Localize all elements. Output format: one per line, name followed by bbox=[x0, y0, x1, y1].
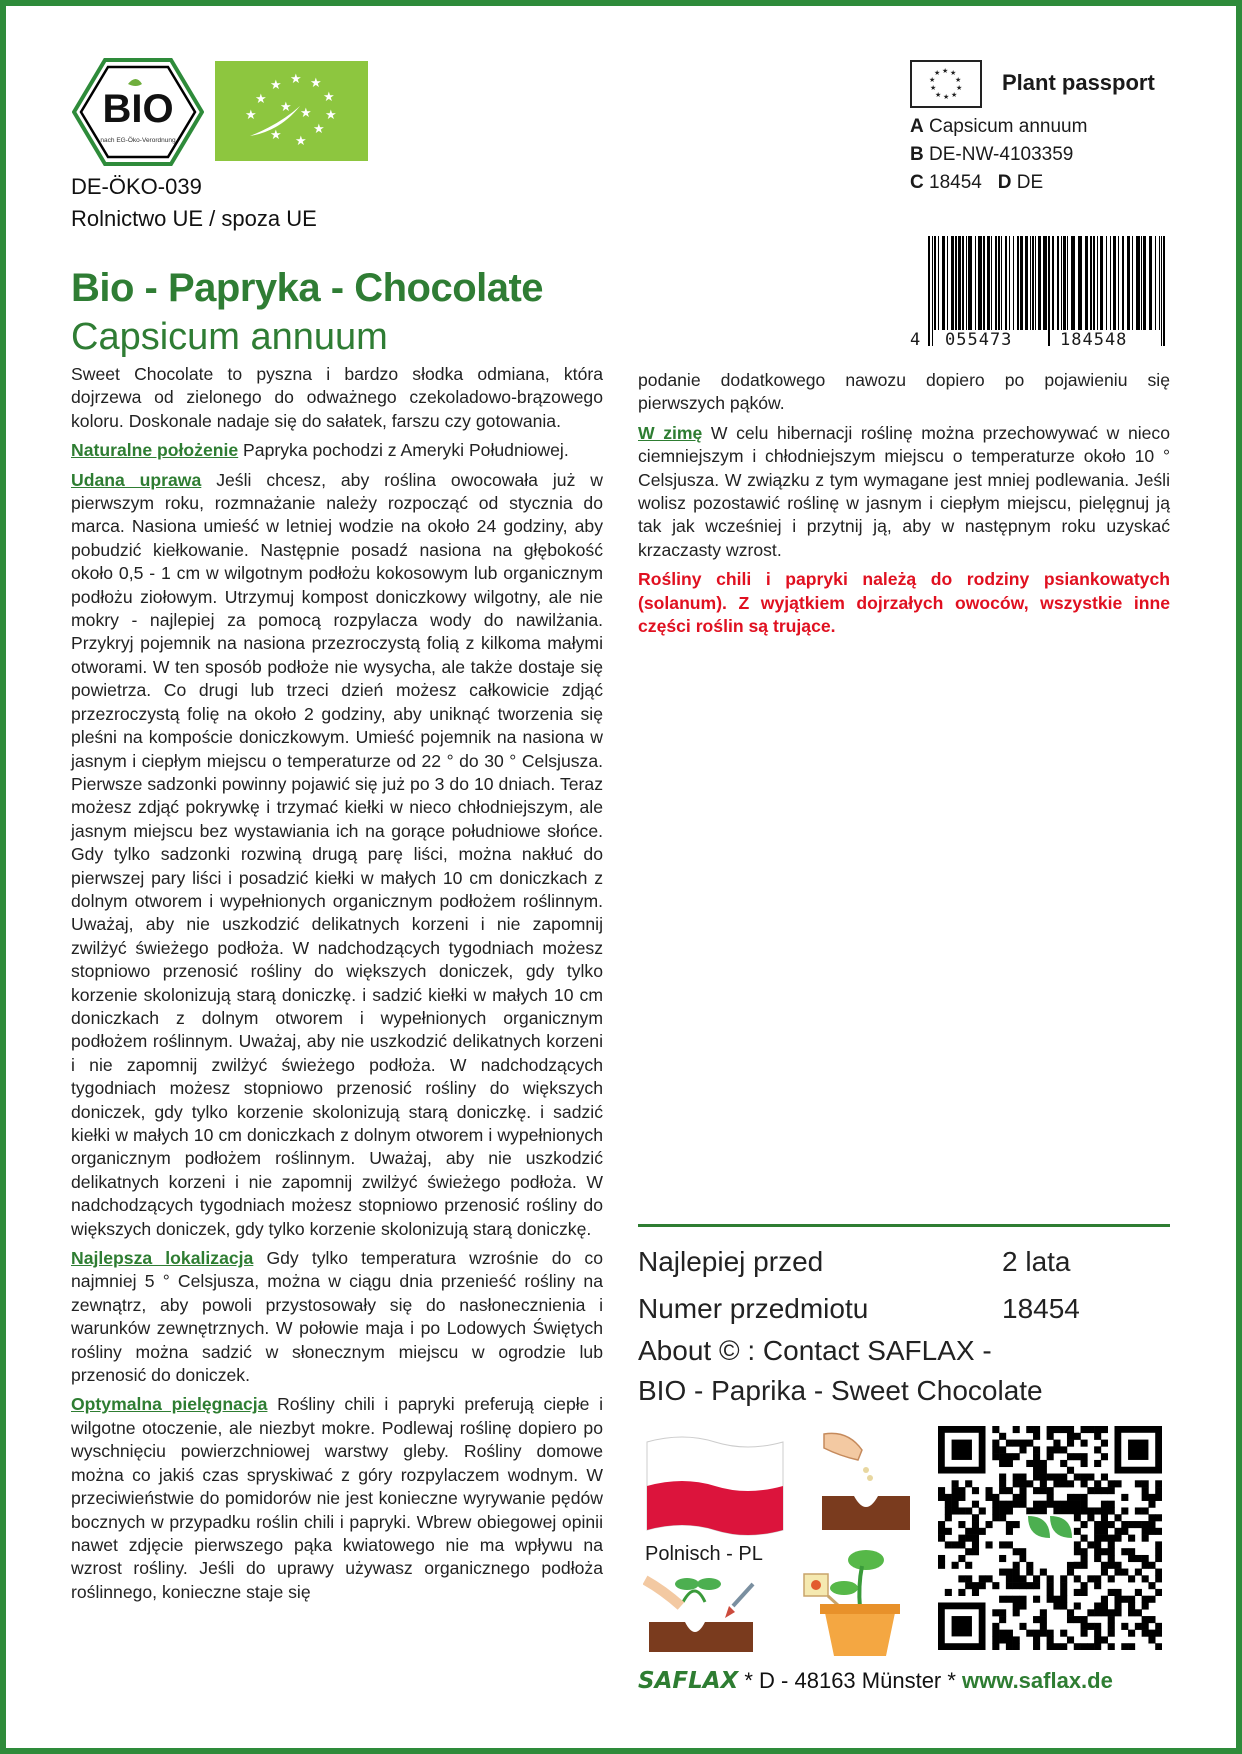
location-label: Najlepsza lokalizacja bbox=[71, 1248, 254, 1269]
svg-text:★: ★ bbox=[956, 85, 963, 92]
intro-paragraph: Sweet Chocolate to pyszna i bardzo słodka odmiana, która dojrzewa od zielonego do odważnego czekoladowo-brązowego koloru. Doskonale nadaje się do sałatek, farszu czy gotowania. bbox=[71, 364, 603, 431]
svg-text:★: ★ bbox=[951, 92, 958, 99]
care-text: Rośliny chili i papryki preferują ciepłe i wilgotne otoczenie, ale niezbyt mokre. Podlewaj roślinę dopiero po wyschnięciu powierzchniowej warstwy gleby. Rośliny domowe można co jakiś czas spryskiwać z góry rozpylaczem wodnym. W przeciwieństwie do pomidorów nie jest konieczne wyrywanie pędów bocznych w przypadku roślin chili i papryki. Wbrew obiegowej opinii nawet zdjęcie pierwszego pąka kwiatowego nie ma wpływu na wzrost rośliny. Jeśli do uprawy używasz organicznego podłoża roślinnego, konieczne staje się bbox=[71, 1394, 603, 1602]
footer-address: * D - 48163 Münster * bbox=[738, 1668, 963, 1693]
bio-logo-icon bbox=[72, 58, 204, 166]
polish-flag-icon bbox=[643, 1432, 787, 1540]
natural-label: Naturalne położenie bbox=[71, 440, 239, 461]
svg-text:★: ★ bbox=[313, 121, 325, 136]
svg-text:★: ★ bbox=[943, 94, 950, 101]
eu-leaf-icon bbox=[215, 61, 368, 161]
passport-row-b bbox=[910, 141, 1073, 169]
product-latin-name: Capsicum annuum bbox=[71, 316, 388, 358]
svg-text:★: ★ bbox=[245, 107, 257, 122]
item-number-value: 18454 bbox=[1002, 1293, 1080, 1324]
svg-text:★: ★ bbox=[930, 85, 937, 92]
passport-key-d: D bbox=[997, 172, 1012, 193]
svg-text:★: ★ bbox=[942, 68, 949, 75]
product-line: BIO - Paprika - Sweet Chocolate bbox=[638, 1375, 1043, 1406]
cultivation-label: Udana uprawa bbox=[71, 469, 202, 490]
passport-heading: Plant passport bbox=[1002, 70, 1155, 95]
svg-text:★: ★ bbox=[950, 70, 957, 77]
svg-text:★: ★ bbox=[280, 99, 292, 114]
care-paragraph bbox=[71, 1393, 603, 1604]
winter-text: W celu hibernacji roślinę można przechowywać w nieco ciemniejszym i chłodniejszym miejscu o temperaturze około 10 ° Celsjusza. W związku z tym wymagane jest mniej podlewania. Jeśli wolisz pozostawić roślinę w jasnym i ciepłym miejscu, pielęgnuj ją tak jak wcześniej i przytnij ją, aby w następnym roku uzyskać krzaczasty wzrost. bbox=[638, 422, 1170, 560]
passport-value-d: DE bbox=[1016, 172, 1044, 193]
item-number-label: Numer przedmiotu bbox=[638, 1293, 869, 1324]
passport-row-c bbox=[910, 169, 1043, 197]
saflax-brand-logo: SAFLAX bbox=[638, 1668, 739, 1694]
passport-value-c: 18454 bbox=[929, 172, 982, 193]
website-link[interactable]: www.saflax.de bbox=[962, 1668, 1113, 1693]
svg-text:★: ★ bbox=[290, 71, 302, 86]
about-line: About © : Contact SAFLAX - bbox=[638, 1335, 992, 1366]
description-right-column bbox=[638, 369, 1170, 644]
passport-key-c: C bbox=[910, 172, 924, 193]
toxicity-warning: Rośliny chili i papryki należą do rodziny psiankowatych (solanum). Z wyjątkiem dojrzałych owoców, wszystkie inne części roślin są trujące. bbox=[638, 569, 1170, 637]
bio-logo-text: BIO bbox=[102, 87, 174, 131]
barcode-digits-left: 055473 bbox=[945, 330, 1013, 350]
certification-code: DE-ÖKO-039 bbox=[71, 174, 202, 199]
natural-paragraph bbox=[71, 439, 603, 462]
svg-text:★: ★ bbox=[955, 77, 962, 84]
care-continued: podanie dodatkowego nawozu dopiero po pojawieniu się pierwszych pąków. bbox=[638, 370, 1170, 414]
care-label: Optymalna pielęgnacja bbox=[71, 1394, 268, 1415]
description-left-column bbox=[71, 363, 603, 1610]
cultivation-text: Jeśli chcesz, aby roślina owocowała już w pierwszym roku, rozmnażanie należy rozpocząć od stycznia do marca. Nasiona umieść w letniej wodzie na około 24 godziny, aby pobudzić kiełkowanie. Następnie posadź nasiona na głębokość około 0,5 - 1 cm w wilgotnym podłożu kokosowym lub organicznym podłożu ziołowym. Utrzymuj kompost doniczkowy wilgotny, ale nie mokry - najlepiej za pomocą rozpylacza wody do nawilżania. Przykryj pojemnik na nasiona przezroczystą folią z kilkoma małymi otworami. W ten sposób podłoże nie wysycha, ale także dostaje się powietrza. Co drugi lub trzeci dzień możesz całkowicie zdjąć przezroczystą folię na około 2 godziny, aby uniknąć tworzenia się pleśni na kompoście doniczkowym. Umieść pojemnik na nasiona w jasnym i ciepłym miejscu o temperaturze od 22 ° do 30 ° Celsjusza. Pierwsze sadzonki powinny pojawić się już po 3 do 10 dniach. Teraz możesz zdjąć pokrywkę i trzymać kiełki w nieco chłodniejszym, ale jasnym miejscu bez wystawiania ich na gorące południowe słońce. Gdy tylko sadzonki rozwiną drugą parę liści, można nakłuć do pierwszej pary liści i posadzić kiełki w małych 10 cm doniczkach z dolnym otworem i wypełnionych organicznym podłożem roślinnym. Uważaj, aby nie uszkodzić delikatnych korzeni i nie zapomnij zwilżyć świeżego podłoża. W nadchodzących tygodniach możesz stopniowo przenosić rośliny do większych doniczek, gdy tylko korzenie skolonizują starą doniczkę. i sadzić kiełki w małych 10 cm doniczkach z dolnym otworem i wypełnionych organicznym podłożem roślinnym. Uważaj, aby nie uszkodzić delikatnych korzeni i nie zapomnij zwilżyć świeżego podłoża. W nadchodzących tygodniach możesz stopniowo przenosić rośliny do większych doniczek, gdy tylko korzenie skolonizują starą doniczkę. i sadzić kiełki w małych 10 cm doniczkach z dolnym otworem i wypełnionych organicznym podłożem roślinnym. Uważaj, aby nie uszkodzić delikatnych korzeni i nie zapomnij zwilżyć świeżego podłoża. W nadchodzących tygodniach możesz stopniowo przenosić rośliny do większych doniczek, gdy tylko korzenie skolonizują starą doniczkę. bbox=[71, 469, 603, 1239]
bio-logo-subtext: nach EG-Öko-Verordnung bbox=[100, 137, 176, 144]
passport-value-a: Capsicum annuum bbox=[929, 116, 1088, 137]
qr-code bbox=[938, 1426, 1162, 1650]
eu-organic-logo bbox=[215, 61, 368, 161]
sowing-seeds-icon bbox=[818, 1426, 918, 1536]
location-paragraph bbox=[71, 1247, 603, 1387]
svg-text:★: ★ bbox=[929, 77, 936, 84]
natural-text: Papryka pochodzi z Ameryki Południowej. bbox=[238, 440, 569, 461]
best-before-value: 2 lata bbox=[1002, 1246, 1071, 1277]
product-title: Bio - Papryka - Chocolate bbox=[71, 266, 544, 310]
svg-text:★: ★ bbox=[255, 91, 267, 106]
passport-value-b: DE-NW-4103359 bbox=[929, 144, 1074, 165]
language-label: Polnisch - PL bbox=[645, 1543, 763, 1565]
certification-origin: Rolnictwo UE / spoza UE bbox=[71, 206, 317, 231]
info-divider bbox=[638, 1224, 1170, 1227]
location-text: Gdy tylko temperatura wzrośnie do co najmniej 5 ° Celsjusza, można w ciągu dnia przenieść rośliny na zewnątrz, aby powoli przystosowały się do nasłonecznienia i warunków zewnętrznych. W połowie maja i po Lodowych Świętych rośliny można sadzić w słonecznym miejscu w ogrodzie lub przenosić do doniczek. bbox=[71, 1248, 604, 1386]
svg-text:★: ★ bbox=[310, 75, 322, 90]
svg-text:★: ★ bbox=[935, 92, 942, 99]
best-before-label: Najlepiej przed bbox=[638, 1246, 824, 1277]
svg-text:★: ★ bbox=[323, 89, 335, 104]
eu-stars-icon bbox=[912, 62, 980, 106]
svg-text:★: ★ bbox=[300, 105, 312, 120]
svg-text:★: ★ bbox=[325, 107, 337, 122]
footer bbox=[638, 1668, 1113, 1694]
potted-plant-icon bbox=[800, 1546, 910, 1658]
barcode-digit-1: 4 bbox=[910, 330, 922, 350]
svg-text:★: ★ bbox=[934, 70, 941, 77]
passport-key-a: A bbox=[910, 116, 924, 137]
cultivation-paragraph bbox=[71, 469, 603, 1241]
winter-paragraph bbox=[638, 422, 1170, 562]
svg-text:★: ★ bbox=[270, 77, 282, 92]
svg-text:★: ★ bbox=[295, 133, 307, 148]
barcode-digits-right: 184548 bbox=[1060, 330, 1128, 350]
winter-label: W zimę bbox=[638, 422, 703, 443]
passport-key-b: B bbox=[910, 144, 924, 165]
svg-text:★: ★ bbox=[270, 127, 282, 142]
passport-row-a bbox=[910, 113, 1087, 141]
transplant-seedling-icon bbox=[643, 1562, 763, 1654]
passport-eu-flag bbox=[910, 60, 982, 108]
